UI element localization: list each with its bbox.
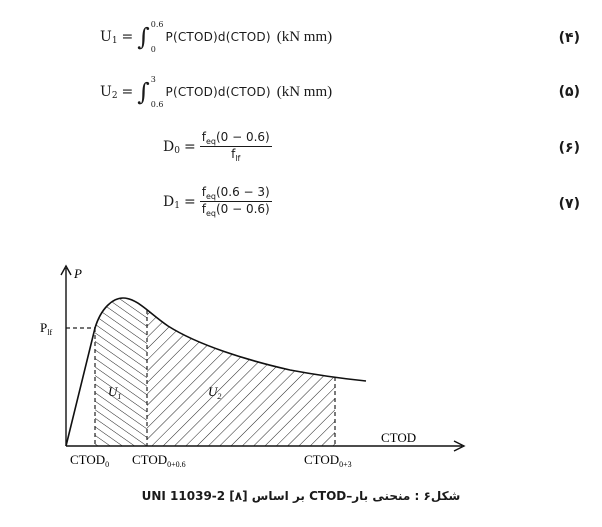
integral: [137, 75, 163, 109]
equals-sign: =: [121, 84, 134, 100]
equation-number-5: (۵): [558, 84, 580, 100]
lhs-subscript: 2: [111, 91, 118, 101]
equation-number-7: (۷): [558, 196, 580, 212]
load-ctod-figure: [0, 258, 602, 478]
lhs-symbol: D: [163, 193, 175, 210]
tick-ctod06: $CTOD_{0+0.6}$: [132, 452, 186, 469]
tick-ctod0: $CTOD_0$: [70, 452, 110, 469]
integral-lower-limit: 0.6: [150, 100, 164, 109]
equals-sign: =: [183, 138, 196, 155]
numerator: $f_{eq}(0.6 - 3)$: [201, 185, 270, 201]
area-u1-label: $U_1$: [108, 384, 122, 401]
equation-u1: [100, 20, 332, 54]
numerator: $f_{eq}(0 - 0.6)$: [201, 130, 270, 146]
denominator: $f_{eq}(0 - 0.6)$: [201, 202, 270, 218]
lhs-subscript: 1: [111, 36, 118, 46]
equation-d0: [163, 130, 272, 163]
lhs-symbol: U: [100, 84, 112, 100]
unit: (kN mm): [276, 28, 333, 45]
integrand: P(CTOD)d(CTOD): [165, 30, 271, 44]
equals-sign: =: [121, 29, 134, 45]
equation-number-4: (۴): [558, 30, 580, 46]
lhs-subscript: 1: [174, 200, 180, 211]
fraction: [200, 130, 272, 163]
equals-sign: =: [183, 193, 196, 210]
equation-u2: [100, 75, 332, 109]
area-u2-label: $U_2$: [208, 384, 222, 401]
integral-sign: ∫: [137, 78, 150, 106]
integral-upper-limit: 3: [150, 75, 156, 84]
integral-upper-limit: 0.6: [150, 20, 164, 29]
fraction: [200, 185, 272, 218]
unit: (kN mm): [276, 83, 333, 100]
lhs-symbol: D: [163, 138, 175, 155]
lhs-subscript: 0: [174, 145, 180, 156]
integral-sign: ∫: [137, 23, 150, 51]
denominator: $f_{lf}$: [231, 147, 241, 163]
integral: [137, 20, 163, 54]
x-axis-label: CTOD: [381, 430, 417, 445]
equation-number-6: (۶): [558, 140, 580, 156]
plf-label: $P_{lf}$: [40, 320, 53, 337]
tick-ctod3: $CTOD_{0+3}$: [304, 452, 352, 469]
lhs-symbol: U: [100, 29, 112, 45]
equation-d1: [163, 185, 272, 218]
integrand: P(CTOD)d(CTOD): [165, 85, 271, 99]
y-axis-label: P: [74, 266, 82, 281]
integral-lower-limit: 0: [150, 45, 156, 54]
figure-caption: شکل۶ : منحنی بار–CTOD بر اساس UNI 11039-2 [۸]: [141, 489, 461, 503]
